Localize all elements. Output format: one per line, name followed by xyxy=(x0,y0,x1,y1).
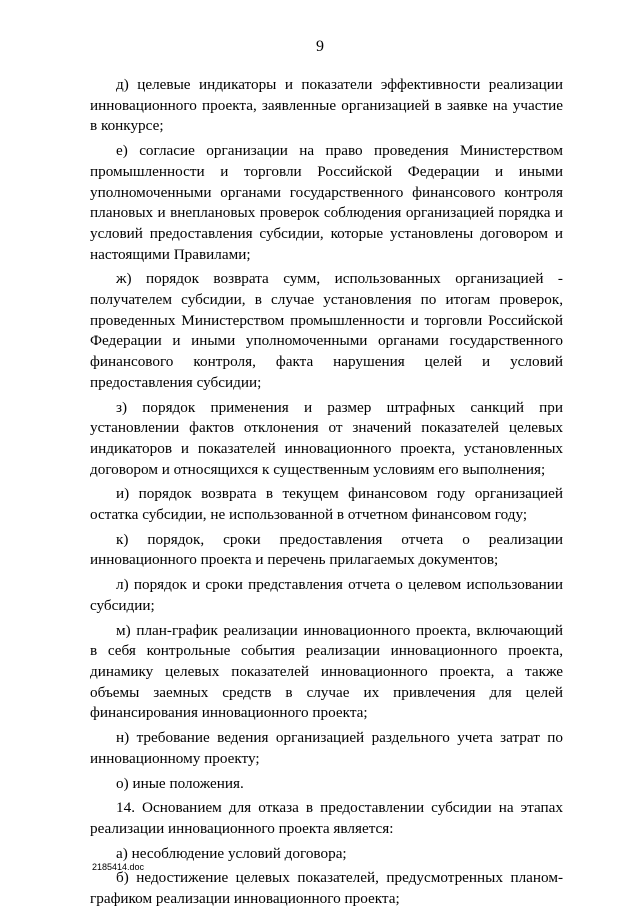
paragraph-14: 14. Основанием для отказа в предоставлении субсидии на этапах реализации инновационного проекта является: xyxy=(90,799,563,837)
paragraph-e: е) согласие организации на право проведения Министерством промышленности и торговли Российской Федерации и иными уполномоченными органами государственного финансового контроля плановых и внеплановых проверок соблюдения организацией порядка и условий предоставления субсидии, которые установлены договором и настоящими Правилами; xyxy=(90,142,563,263)
paragraph-l: л) порядок и сроки представления отчета о целевом использовании субсидии; xyxy=(90,576,563,614)
paragraph-m: м) план-график реализации инновационного проекта, включающий в себя контрольные события реализации инновационного проекта, динамику целевых показателей инновационного проекта, а также объемы заемных средств в случае их привлечения для целей финансирования инновационного проекта; xyxy=(90,621,563,722)
paragraph-o: о) иные положения. xyxy=(116,774,244,792)
document-body xyxy=(90,75,563,910)
paragraph-14-a: а) несоблюдение условий договора; xyxy=(116,844,347,862)
document-file-code: 2185414.doc xyxy=(92,862,145,872)
paragraph-n: н) требование ведения организацией раздельного учета затрат по инновационному проекту; xyxy=(90,729,563,767)
paragraph-d: д) целевые индикаторы и показатели эффективности реализации инновационного проекта, заявленные организацией в заявке на участие в конкурсе; xyxy=(90,76,563,135)
paragraph-z: з) порядок применения и размер штрафных санкций при установлении фактов отклонения от значений показателей целевых индикаторов и показателей инновационного проекта, установленных договором и относящихся к существенным условиям его выполнения; xyxy=(90,398,563,478)
paragraph-i: и) порядок возврата в текущем финансовом году организацией остатка субсидии, не использованной в отчетном финансовом году; xyxy=(90,485,563,524)
paragraph-14-b: б) недостижение целевых показателей, предусмотренных планом-графиком реализации инновационного проекта; xyxy=(90,869,563,908)
page-number: 9 xyxy=(316,38,324,55)
paragraph-k: к) порядок, сроки предоставления отчета о реализации инновационного проекта и перечень прилагаемых документов; xyxy=(90,530,563,569)
paragraph-zh: ж) порядок возврата сумм, использованных организацией - получателем субсидии, в случае установления по итогам проверок, проведенных Министерством промышленности и торговли Российской Федерации и иными уполномоченными органами государственного финансового контроля, факта нарушения целей и условий предоставления субсидии; xyxy=(90,270,563,391)
